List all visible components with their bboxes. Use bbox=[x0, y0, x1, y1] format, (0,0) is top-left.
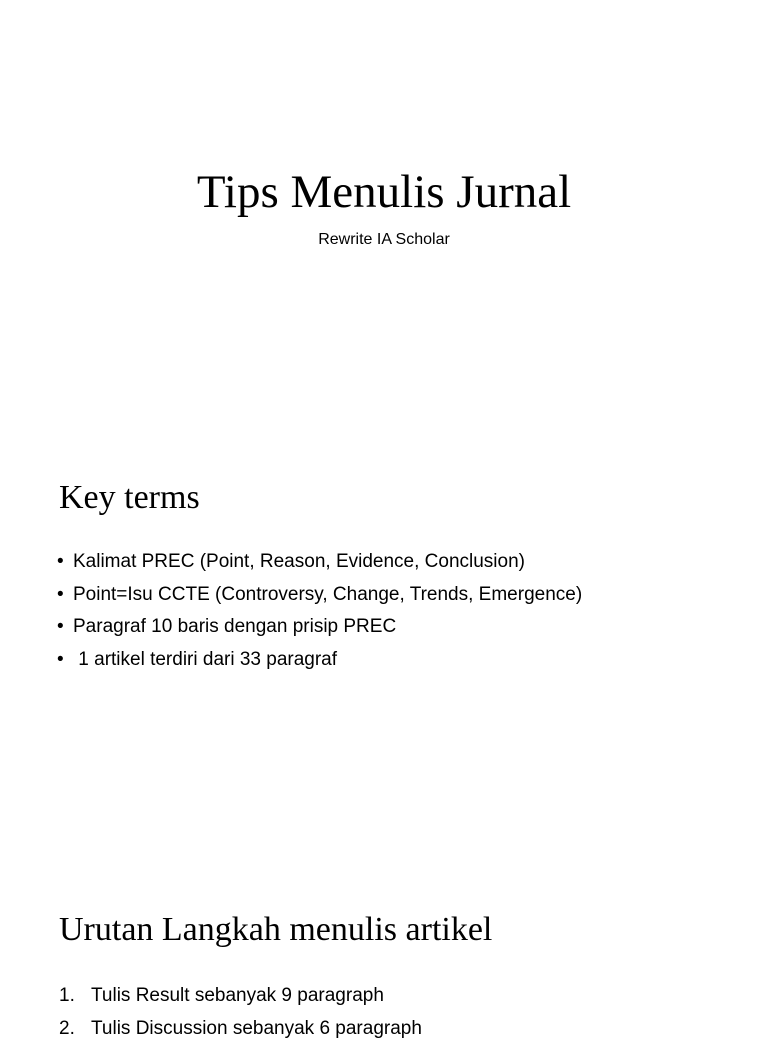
page-subtitle: Rewrite IA Scholar bbox=[0, 229, 768, 251]
step-number: 2. bbox=[59, 1013, 75, 1045]
bullet-icon: • bbox=[57, 579, 64, 612]
steps-list bbox=[59, 980, 422, 1045]
list-item bbox=[57, 611, 582, 644]
list-item bbox=[57, 644, 582, 677]
steps-heading: Urutan Langkah menulis artikel bbox=[59, 908, 492, 952]
key-terms-heading: Key terms bbox=[59, 476, 200, 520]
list-item-text: 1 artikel terdiri dari 33 paragraf bbox=[73, 649, 337, 670]
bullet-icon: • bbox=[57, 546, 64, 579]
list-item bbox=[59, 1013, 422, 1045]
list-item-text: Paragraf 10 baris dengan prisip PREC bbox=[73, 616, 396, 637]
page-title: Tips Menulis Jurnal bbox=[0, 162, 768, 222]
list-item-text: Tulis Result sebanyak 9 paragraph bbox=[91, 985, 384, 1006]
list-item bbox=[57, 546, 582, 579]
key-terms-list bbox=[57, 546, 582, 676]
list-item bbox=[57, 579, 582, 612]
list-item-text: Point=Isu CCTE (Controversy, Change, Trends, Emergence) bbox=[73, 584, 582, 605]
list-item-text: Tulis Discussion sebanyak 6 paragraph bbox=[91, 1018, 422, 1039]
bullet-icon: • bbox=[57, 644, 64, 677]
list-item-text: Kalimat PREC (Point, Reason, Evidence, Conclusion) bbox=[73, 551, 525, 572]
step-number: 1. bbox=[59, 980, 75, 1013]
list-item bbox=[59, 980, 422, 1013]
bullet-icon: • bbox=[57, 611, 64, 644]
